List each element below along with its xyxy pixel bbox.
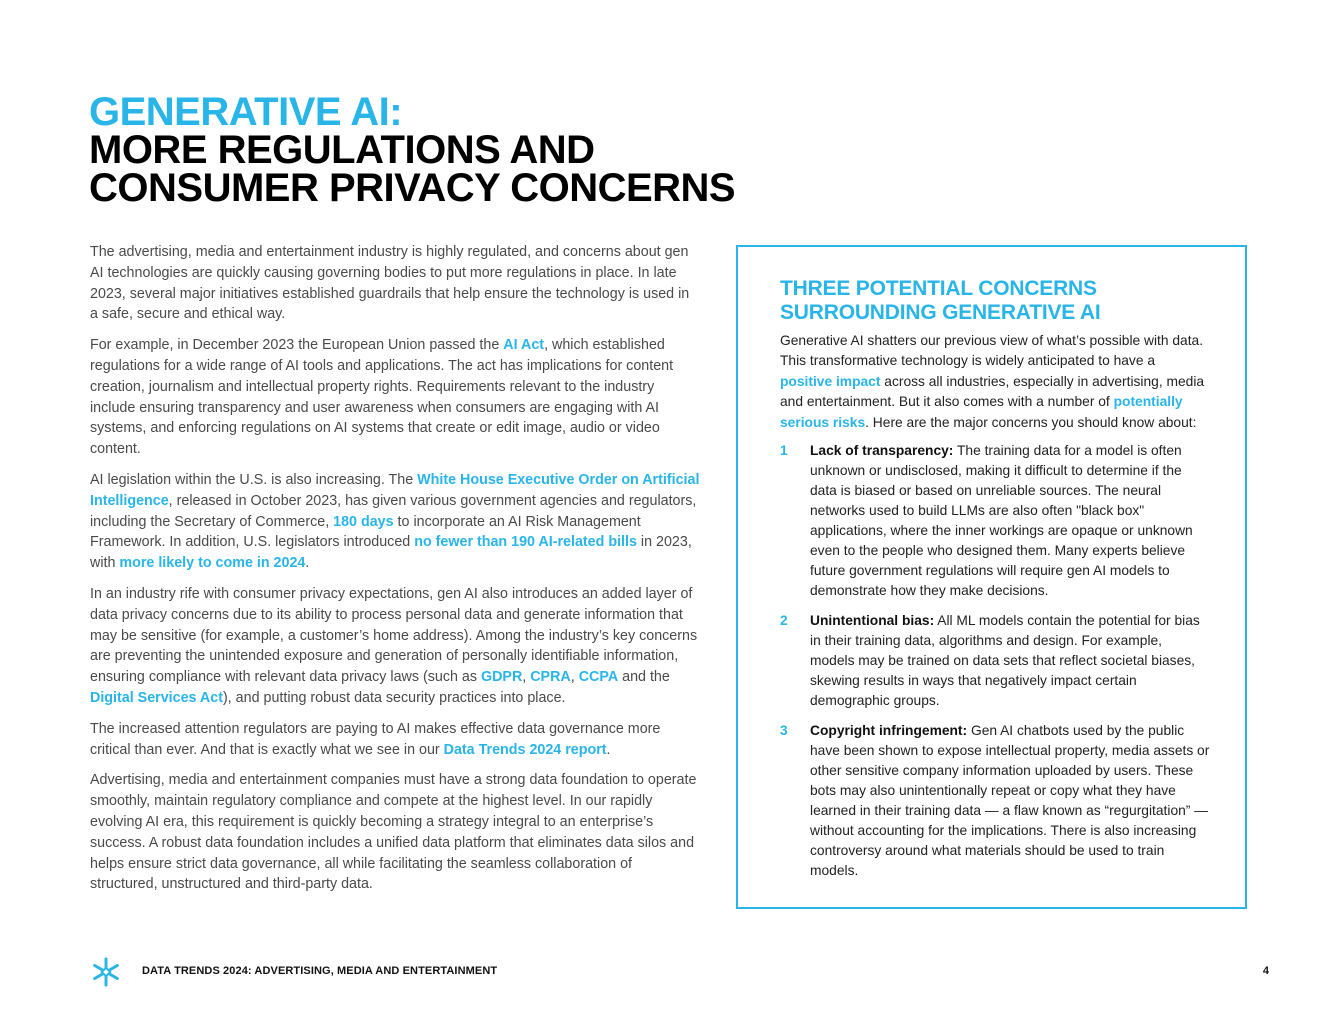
concern-number: 2 (780, 613, 788, 629)
text-run: For example, in December 2023 the European Union passed the (90, 337, 504, 354)
text-run: and the (618, 669, 670, 686)
paragraph-us (90, 470, 700, 574)
text-run: to incorporate an AI Risk Management Framework. In addition, U.S. legislators introduced (90, 513, 641, 551)
text-run: . (305, 555, 310, 572)
paragraph-privacy (90, 584, 700, 709)
paragraph-foundation: Advertising, media and entertainment companies must have a strong data foundation to operate smoothly, maintain regulatory compliance and compete at the highest level. In our rapidly evolving AI era, this requirement is quickly becoming a strategy integral to an enterprise’s success. A robust data foundation includes a unified data platform that eliminates data silos and helps ensure strict data governance, all while facilitating the seamless collaboration of structured, unstructured and third-party data. (90, 772, 697, 893)
text-run: in 2023, with (90, 534, 692, 572)
title-line-1: GENERATIVE AI: (89, 90, 403, 134)
page-title (89, 90, 736, 210)
link-data-trends-report[interactable]: Data Trends 2024 report (443, 741, 607, 758)
concern-title: Unintentional bias: (810, 613, 935, 629)
page-number: 4 (1262, 965, 1269, 977)
title-line-3: CONSUMER PRIVACY CONCERNS (89, 166, 736, 210)
text-run: The increased attention regulators are paying to AI makes effective data governance more critical than ever. And that is exactly what we see in our (90, 720, 661, 758)
concern-text: Gen AI chatbots used by the public have been shown to expose intellectual property, media assets or other sensitive company information uploaded by users. These bots may also unintentionally repeat or copy what they have learned in their training data — a flaw known as “regurgitation” — without accounting for the implications. There is also increasing controversy around what materials should be used to train models. (810, 723, 1210, 879)
text-run: Generative AI shatters our previous view of what’s possible with data. This transformative technology is widely anticipated to have a (780, 333, 1204, 369)
title-line-2: MORE REGULATIONS AND (89, 128, 595, 172)
concern-title: Copyright infringement: (810, 723, 968, 739)
text-run: across all industries, especially in advertising, media and entertainment. But it also comes with a number of (780, 373, 1205, 410)
concern-item (780, 721, 1210, 881)
text-run: , released in October 2023, has given various government agencies and regulators, including the Secretary of Commerce, (90, 492, 697, 530)
paragraph-intro: The advertising, media and entertainment industry is highly regulated, and concerns about gen AI technologies are quickly causing governing bodies to put more regulations in place. In late 2023, several major initiatives established guardrails that help ensure the technology is used in a safe, secure and ethical way. (90, 244, 690, 323)
link-ai-bills[interactable]: no fewer than 190 AI-related bills (414, 534, 637, 551)
snowflake-logo-icon (90, 956, 122, 988)
concern-number: 3 (780, 723, 788, 739)
concern-text: The training data for a model is often unknown or undisclosed, making it difficult to determine if the data is biased or based on unreliable sources. The neural networks used to build LLMs are also often "black box" applications, where the inner workings are opaque or unknown even to the people who designed them. Many experts believe future government regulations will require gen AI models to demonstrate how they make decisions. (810, 443, 1193, 599)
link-digital-services-act[interactable]: Digital Services Act (90, 689, 223, 706)
link-more-likely-2024[interactable]: more likely to come in 2024 (119, 555, 306, 572)
text-run: ), and putting robust data security practices into place. (222, 689, 566, 706)
text-run: . (606, 741, 611, 758)
concerns-intro (780, 331, 1210, 433)
text-run: . Here are the major concerns you should know about: (865, 414, 1197, 430)
link-ccpa[interactable]: CCPA (578, 669, 619, 686)
page-footer (90, 956, 1275, 988)
text-run: , (570, 669, 579, 686)
link-180-days[interactable]: 180 days (333, 513, 394, 530)
link-ai-act[interactable]: AI Act (503, 337, 545, 354)
text-run: AI legislation within the U.S. is also increasing. The (90, 471, 418, 488)
concerns-heading-line-2: SURROUNDING GENERATIVE AI (780, 301, 1101, 324)
main-body-column (90, 242, 700, 905)
concern-title: Lack of transparency: (810, 443, 954, 459)
footer-title: DATA TRENDS 2024: ADVERTISING, MEDIA AND ENTERTAINMENT (142, 965, 498, 977)
concerns-box-content (780, 277, 1210, 891)
concern-text: All ML models contain the potential for bias in their training data, algorithms and design. For example, models may be trained on data sets that reflect societal biases, skewing results in ways that negatively impact certain demographic groups. (810, 613, 1200, 709)
concerns-heading (780, 277, 1210, 325)
concern-item (780, 611, 1210, 711)
link-white-house-order[interactable]: White House Executive Order on Artificial Intelligence (90, 471, 700, 509)
concerns-sidebar-box (736, 245, 1247, 909)
link-gdpr[interactable]: GDPR (480, 669, 523, 686)
text-run: , (522, 669, 531, 686)
text-run: In an industry rife with consumer privacy expectations, gen AI also introduces an added layer of data privacy concerns due to its ability to process personal data and generate information that may be sensitive (for example, a customer’s home address). Among the industry’s key concerns are preventing the unintended exposure and generation of personally identifiable information, ensuring compliance with relevant data privacy laws (such as (90, 585, 698, 686)
link-positive-impact[interactable]: positive impact (780, 373, 881, 389)
concerns-heading-line-1: THREE POTENTIAL CONCERNS (780, 277, 1097, 300)
concern-number: 1 (780, 443, 788, 459)
paragraph-eu (90, 335, 700, 460)
concern-item (780, 441, 1210, 601)
link-cpra[interactable]: CPRA (530, 669, 571, 686)
paragraph-governance (90, 719, 700, 761)
link-serious-risks[interactable]: potentially serious risks (780, 394, 1183, 430)
text-run: , which established regulations for a wide range of AI tools and applications. The act has implications for content creation, journalism and intellectual property rights. Requirements relevant to the industry include ensuring transparency and user awareness when consumers are engaging with AI systems, and enforcing regulations on AI systems that create or edit image, audio or video content. (90, 337, 674, 458)
